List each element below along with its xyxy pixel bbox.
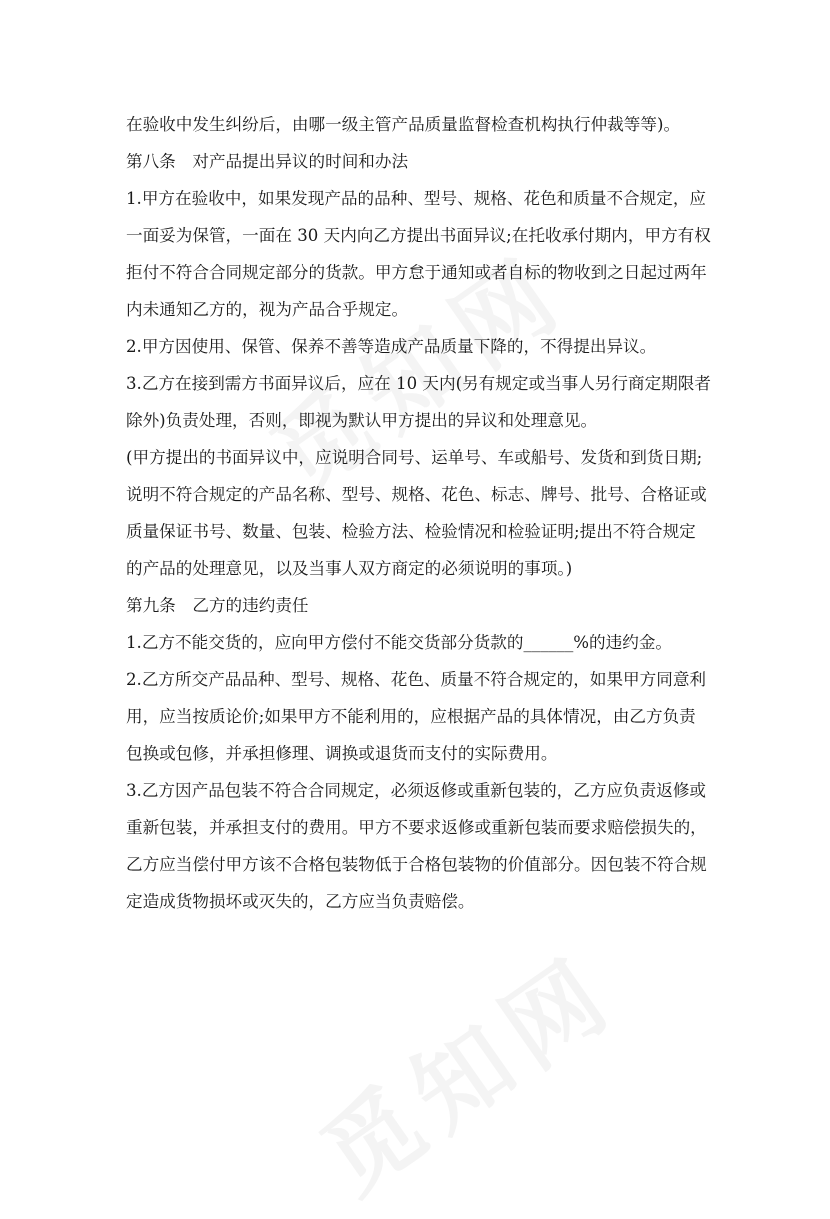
text-line: 定造成货物损坏或灭失的，乙方应当负责赔偿。 bbox=[126, 892, 475, 911]
text-line: 1.甲方在验收中，如果发现产品的品种、型号、规格、花色和质量不合规定，应 bbox=[126, 189, 707, 208]
text-line: 的产品的处理意见，以及当事人双方商定的必须说明的事项。) bbox=[126, 559, 573, 578]
text-line: 乙方应当偿付甲方该不合格包装物低于合格包装物的价值部分。因包装不符合规 bbox=[126, 855, 707, 874]
text-line: 2.乙方所交产品品种、型号、规格、花色、质量不符合规定的，如果甲方同意利 bbox=[126, 670, 707, 689]
text-line: 1.乙方不能交货的，应向甲方偿付不能交货部分货款的______%的违约金。 bbox=[126, 633, 673, 652]
text-line: 在验收中发生纠纷后，由哪一级主管产品质量监督检查机构执行仲裁等等)。 bbox=[126, 115, 681, 134]
text-line: 拒付不符合合同规定部分的货款。甲方怠于通知或者自标的物收到之日起过两年 bbox=[126, 263, 707, 282]
text-line: 2.甲方因使用、保管、保养不善等造成产品质量下降的，不得提出异议。 bbox=[126, 337, 657, 356]
text-line: 3.乙方在接到需方书面异议后，应在 10 天内(另有规定或当事人另行商定期限者 bbox=[126, 374, 711, 393]
text-line: 说明不符合规定的产品名称、型号、规格、花色、标志、牌号、批号、合格证或 bbox=[126, 485, 707, 504]
article-heading: 第八条 对产品提出异议的时间和办法 bbox=[126, 152, 409, 171]
text-line: 用，应当按质论价;如果甲方不能利用的，应根据产品的具体情况，由乙方负责 bbox=[126, 707, 696, 726]
text-line: 包换或包修，并承担修理、调换或退货而支付的实际费用。 bbox=[126, 744, 558, 763]
text-line: 一面妥为保管，一面在 30 天内向乙方提出书面异议;在托收承付期内，甲方有权 bbox=[126, 226, 711, 245]
text-line: 3.乙方因产品包装不符合合同规定，必须返修或重新包装的，乙方应负责返修或 bbox=[126, 781, 707, 800]
text-line: 重新包装，并承担支付的费用。甲方不要求返修或重新包装而要求赔偿损失的， bbox=[126, 818, 707, 837]
text-line: 内未通知乙方的，视为产品合乎规定。 bbox=[126, 300, 409, 319]
text-line: 质量保证书号、数量、包装、检验方法、检验情况和检验证明;提出不符合规定 bbox=[126, 522, 696, 541]
document-body bbox=[126, 106, 716, 920]
text-line: (甲方提出的书面异议中，应说明合同号、运单号、车或船号、发货和到货日期; bbox=[126, 448, 703, 467]
text-line: 除外)负责处理，否则，即视为默认甲方提出的异议和处理意见。 bbox=[126, 411, 598, 430]
article-heading: 第九条 乙方的违约责任 bbox=[126, 596, 309, 615]
